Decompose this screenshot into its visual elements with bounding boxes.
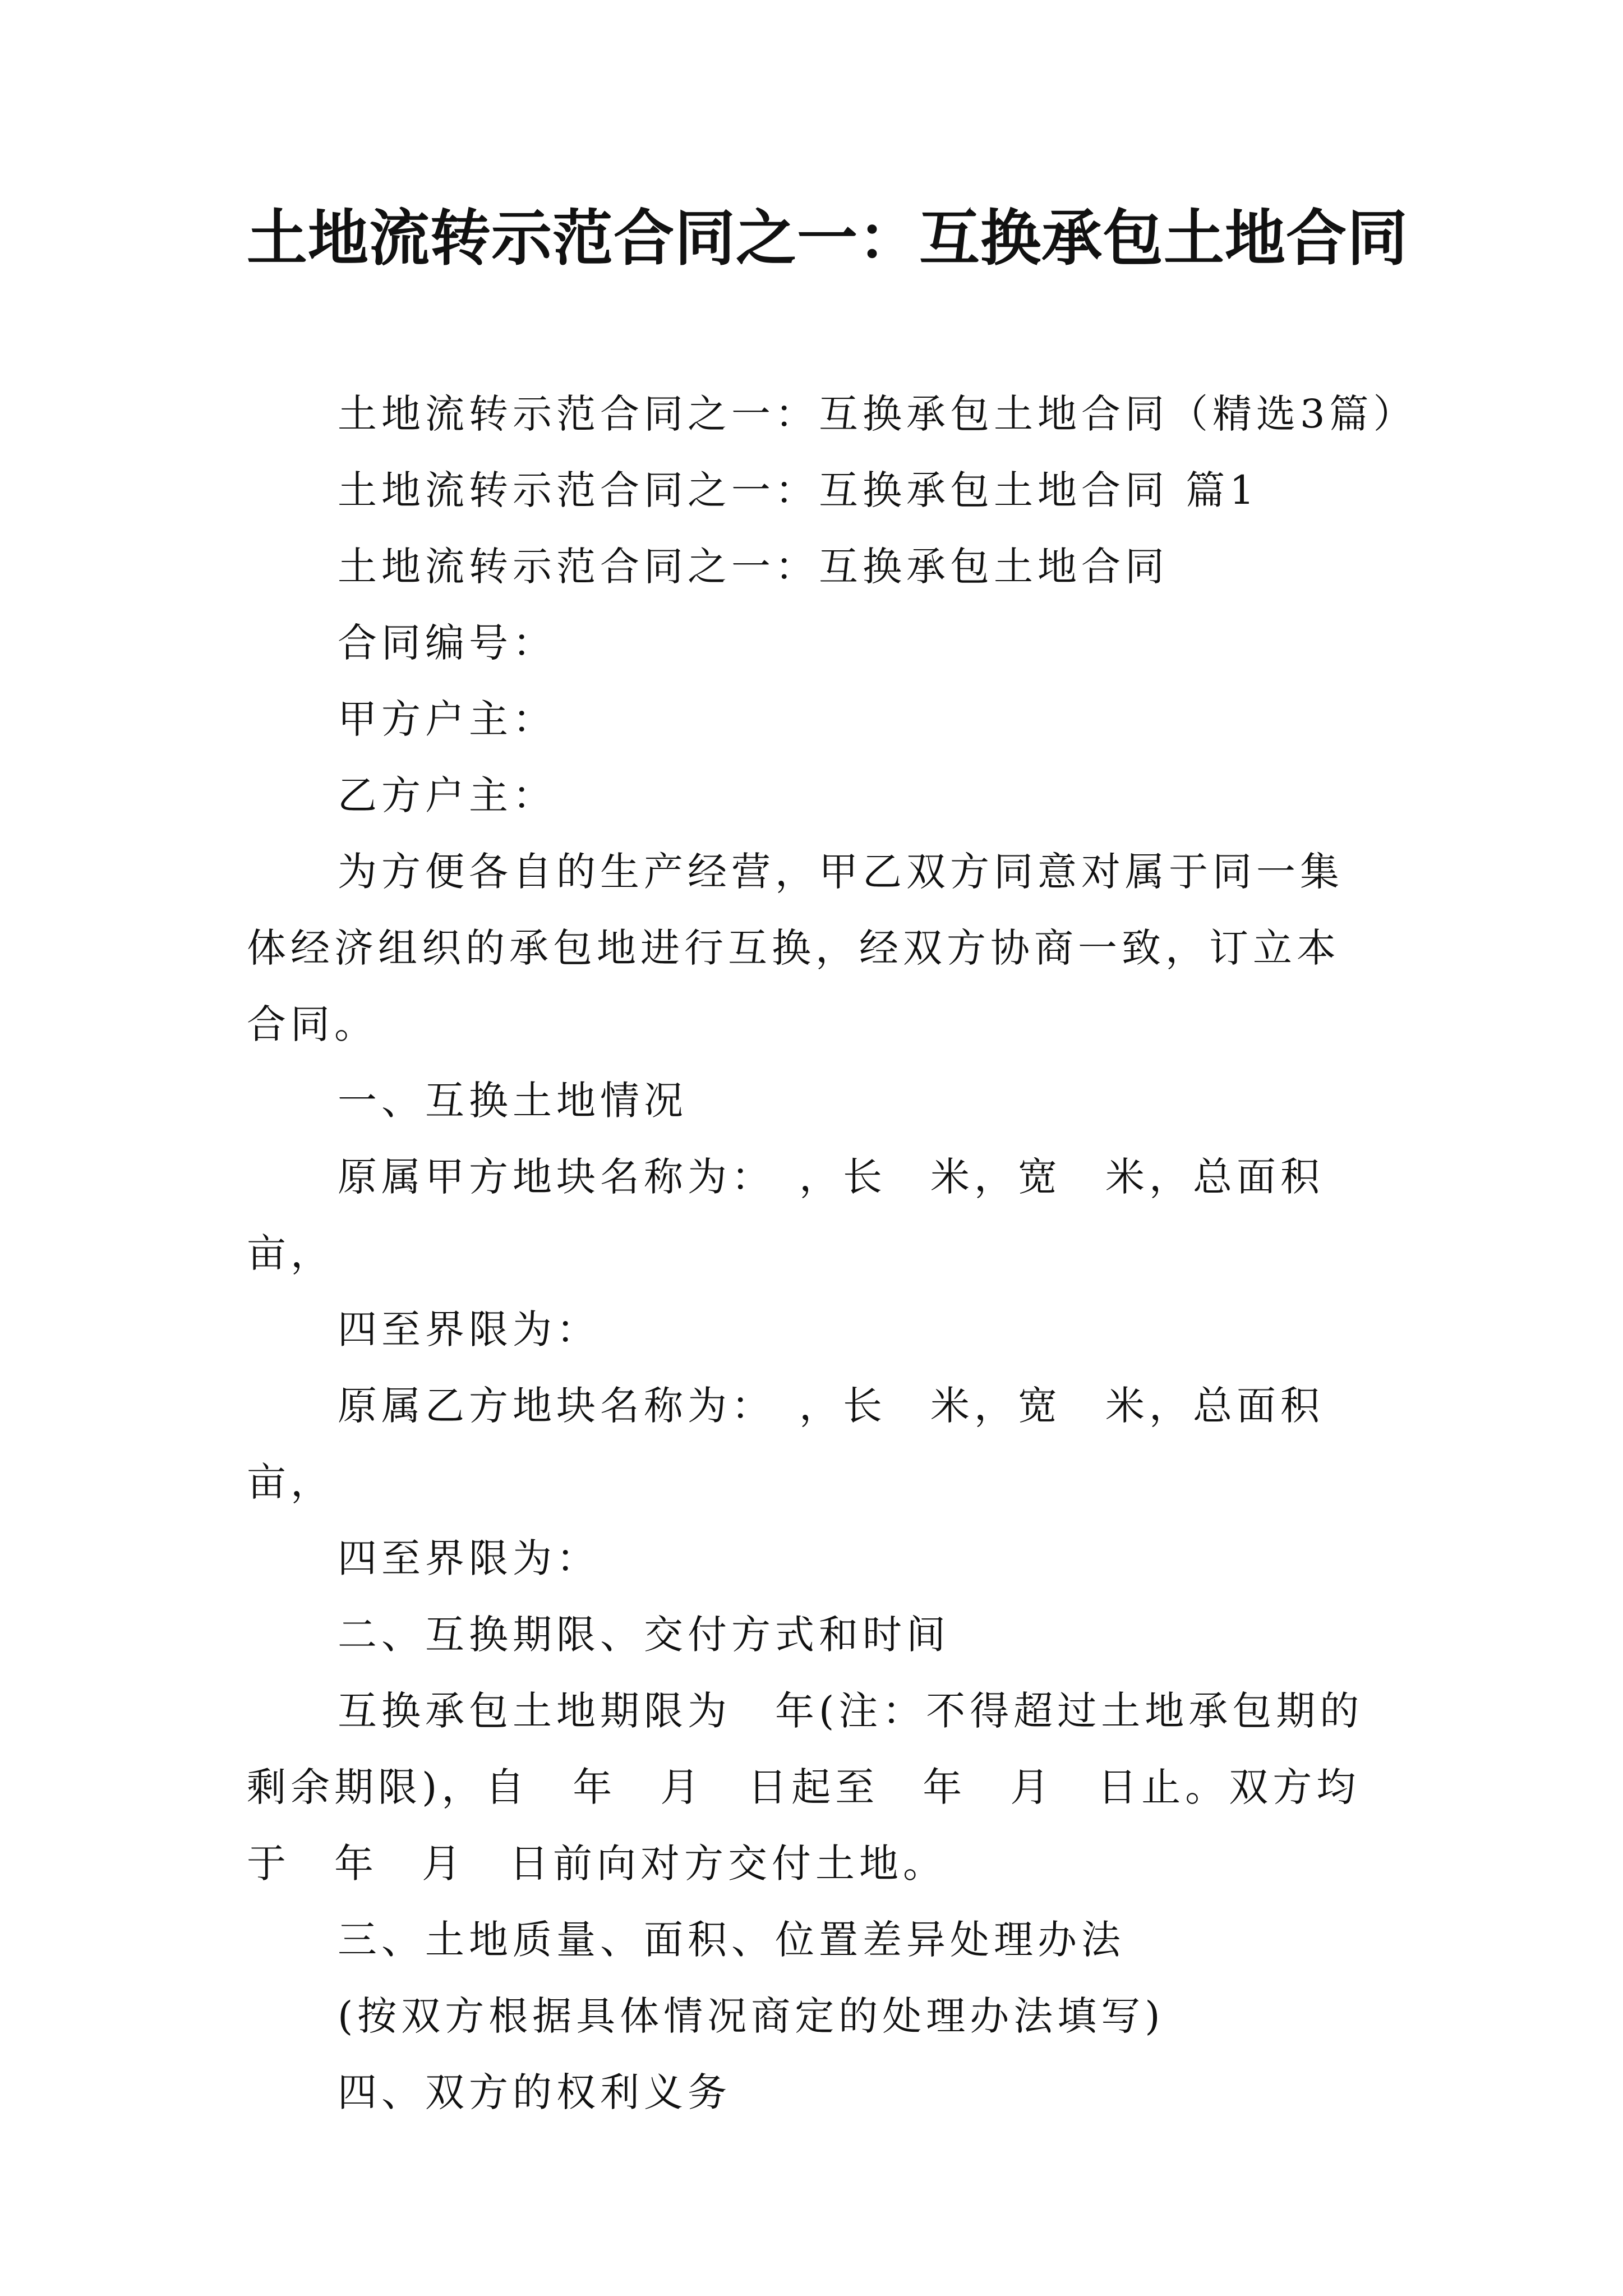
section-4-heading: 四、双方的权利义务 — [338, 2069, 731, 2115]
party-b-plot-paragraph: 原属乙方地块名称为： ，长 米，宽 米，总面积 亩， — [247, 1383, 1368, 1505]
section-3-heading: 三、土地质量、面积、位置差异处理办法 — [338, 1917, 1125, 1963]
document-title: 土地流转示范合同之一：互换承包土地合同 — [247, 203, 1409, 274]
subtitle-paragraph: 土地流转示范合同之一：互换承包土地合同（精选3篇） — [338, 391, 1417, 437]
party-a-boundary-label: 四至界限为： — [338, 1306, 600, 1352]
contract-number-label: 合同编号： — [338, 620, 556, 666]
section-heading-part-1: 土地流转示范合同之一：互换承包土地合同 篇1 — [338, 467, 1259, 513]
party-a-label: 甲方户主： — [338, 696, 556, 742]
preamble-paragraph: 为方便各自的生产经营，甲乙双方同意对属于同一集体经济组织的承包地进行互换，经双方协商一致，订立本合同。 — [247, 849, 1344, 1047]
party-b-boundary-label: 四至界限为： — [338, 1535, 600, 1581]
contract-name: 土地流转示范合同之一：互换承包土地合同 — [338, 544, 1169, 590]
section-3-note: (按双方根据具体情况商定的处理办法填写) — [338, 1993, 1165, 2039]
document-body — [247, 376, 1417, 2131]
section-2-heading: 二、互换期限、交付方式和时间 — [338, 1612, 950, 1658]
term-paragraph: 互换承包土地期限为 年(注：不得超过土地承包期的剩余期限)，自 年 月 日起至 年 月 日止。双方均于 年 月 日前向对方交付土地。 — [247, 1688, 1364, 1887]
party-a-plot-paragraph: 原属甲方地块名称为： ，长 米，宽 米，总面积 亩， — [247, 1154, 1368, 1276]
party-b-label: 乙方户主： — [338, 772, 556, 818]
section-1-heading: 一、互换土地情况 — [338, 1078, 688, 1124]
